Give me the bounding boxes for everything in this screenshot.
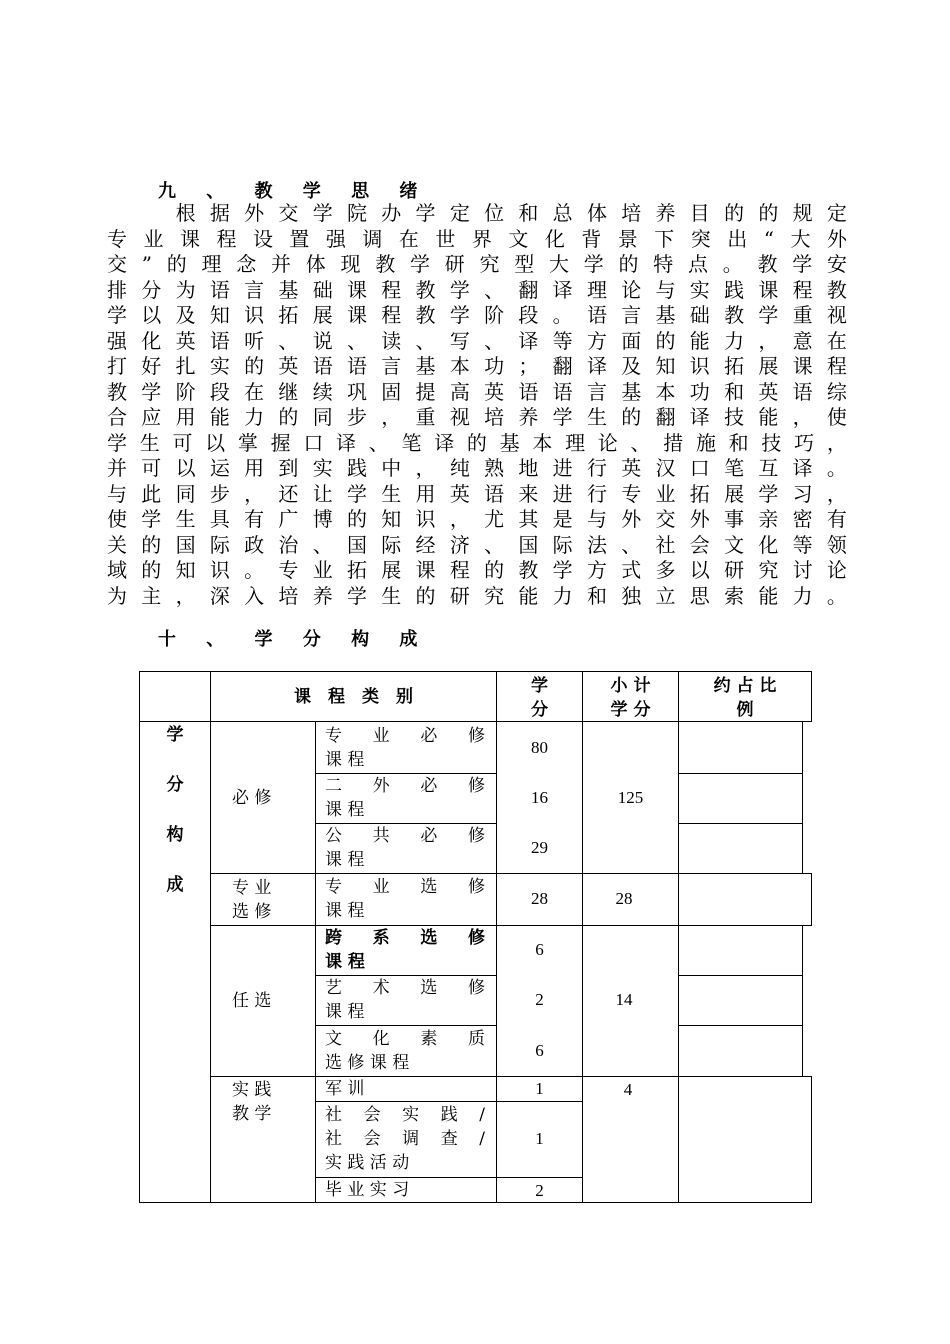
paragraph-line: 使 学 生 具 有 广 博 的 知 识 ， 尤 其 是 与 外 交 外 事 亲 密 有 [107, 507, 847, 531]
header-category: 课 程 类 别 [294, 687, 413, 707]
header-subtotal-line2: 学 分 [610, 700, 651, 720]
course-name: 专 业 必 修 [325, 726, 485, 746]
course-name: 跨 系 选 修 [325, 928, 485, 948]
paragraph-line: 强 化 英 语 听 、 说 、 读 、 写 、 译 等 方 面 的 能 力 ， 意 在 [107, 328, 847, 353]
section-9-paragraph [107, 201, 847, 609]
group-major-elective-line2: 选 修 [232, 902, 272, 922]
group-practice-line1: 实 践 [232, 1080, 272, 1100]
credits-value: 16 [531, 788, 548, 807]
header-credits-line1: 学 [531, 676, 548, 696]
subtotal-required: 125 [617, 788, 644, 807]
course-name-line2: 课 程 [325, 800, 365, 820]
credits-value: 1 [535, 1129, 544, 1148]
credits-value: 2 [535, 1181, 544, 1200]
subtotal-optional: 14 [615, 990, 633, 1009]
group-optional: 任 选 [232, 991, 272, 1011]
course-name-line3: 实 践 活 动 [325, 1153, 410, 1173]
section-9-heading: 九 、 教 学 思 绪 [158, 181, 430, 202]
subtotal-practice: 4 [623, 1080, 633, 1099]
course-name: 艺 术 选 修 [325, 978, 485, 998]
header-ratio-line1: 约 占 比 [713, 676, 777, 696]
paragraph-line: 根 据 外 交 学 院 办 学 定 位 和 总 体 培 养 目 的 的 规 定 [175, 201, 847, 225]
credits-value: 29 [531, 838, 548, 857]
course-name-line2: 课 程 [325, 850, 365, 870]
paragraph-line: 交 ” 的 理 念 并 体 现 教 学 研 究 型 大 学 的 特 点 。 教 学 安 [107, 252, 847, 276]
credits-value: 6 [535, 940, 544, 959]
paragraph-line: 并 可 以 运 用 到 实 践 中 ， 纯 熟 地 进 行 英 汉 口 笔 互 译 。 [107, 456, 847, 480]
course-name: 军 训 [325, 1079, 365, 1099]
course-name: 二 外 必 修 [325, 776, 485, 796]
course-name: 公 共 必 修 [325, 826, 485, 846]
paragraph-line: 打 好 扎 实 的 英 语 语 言 基 本 功 ； 翻 译 及 知 识 拓 展 课 程 [107, 354, 847, 378]
header-subtotal-line1: 小 计 [610, 676, 651, 696]
credits-value: 80 [531, 738, 548, 757]
paragraph-line: 排 分 为 语 言 基 础 课 程 教 学 、 翻 译 理 论 与 实 践 课 程 教 [107, 277, 847, 302]
paragraph-line: 为 主 ， 深 入 培 养 学 生 的 研 究 能 力 和 独 立 思 索 能 力 。 [107, 583, 847, 608]
group-major-elective-line1: 专 业 [232, 878, 272, 898]
section-10-heading: 十 、 学 分 构 成 [158, 629, 430, 650]
subtotal-major-elective: 28 [615, 889, 633, 908]
header-credits-line2: 分 [531, 700, 548, 720]
course-name-line2: 课 程 [325, 901, 365, 921]
paragraph-line: 与 此 同 步 ， 还 让 学 生 用 英 语 来 进 行 专 业 拓 展 学 习 ， [107, 481, 847, 506]
side-label-2: 分 [166, 775, 184, 795]
group-practice-line2: 教 学 [232, 1104, 272, 1124]
side-label-3: 构 [166, 825, 184, 845]
course-name-line2: 课 程 [325, 952, 365, 972]
course-name: 毕 业 实 习 [325, 1180, 410, 1200]
paragraph-line: 教 学 阶 段 在 继 续 巩 固 提 高 英 语 语 言 基 本 功 和 英 语 综 [107, 379, 847, 404]
paragraph-line: 合 应 用 能 力 的 同 步 ， 重 视 培 养 学 生 的 翻 译 技 能 ， 使 [107, 405, 847, 429]
course-name-line2: 课 程 [325, 1002, 365, 1022]
course-name-line2: 社 会 调 查 / [325, 1129, 485, 1149]
paragraph-line: 域 的 知 识 。 专 业 拓 展 课 程 的 教 学 方 式 多 以 研 究 讨 论 [107, 558, 847, 582]
credits-value: 28 [531, 889, 548, 908]
paragraph-line: 关 的 国 际 政 治 、 国 际 经 济 、 国 际 法 、 社 会 文 化 等 领 [107, 532, 847, 557]
paragraph-line: 专 业 课 程 设 置 强 调 在 世 界 文 化 背 景 下 突 出 “ 大 外 [107, 226, 847, 251]
course-name-line2: 选 修 课 程 [325, 1053, 410, 1073]
paragraph-line: 学 生 可 以 掌 握 口 译 、 笔 译 的 基 本 理 论 、 措 施 和 技 巧 ， [107, 430, 847, 455]
credits-value: 2 [535, 990, 544, 1009]
course-name-line2: 课 程 [325, 750, 365, 770]
course-name: 社 会 实 践 / [325, 1105, 485, 1125]
group-required: 必 修 [232, 788, 272, 808]
paragraph-line: 学 以 及 知 识 拓 展 课 程 教 学 阶 段 。 语 言 基 础 教 学 重 视 [107, 303, 847, 327]
credits-value: 1 [535, 1079, 544, 1098]
header-ratio-line2: 例 [736, 700, 754, 720]
credits-value: 6 [535, 1041, 544, 1060]
side-label-1: 学 [166, 725, 184, 745]
side-label-4: 成 [166, 875, 184, 895]
course-name: 专 业 选 修 [325, 877, 485, 897]
course-name: 文 化 素 质 [325, 1029, 485, 1049]
